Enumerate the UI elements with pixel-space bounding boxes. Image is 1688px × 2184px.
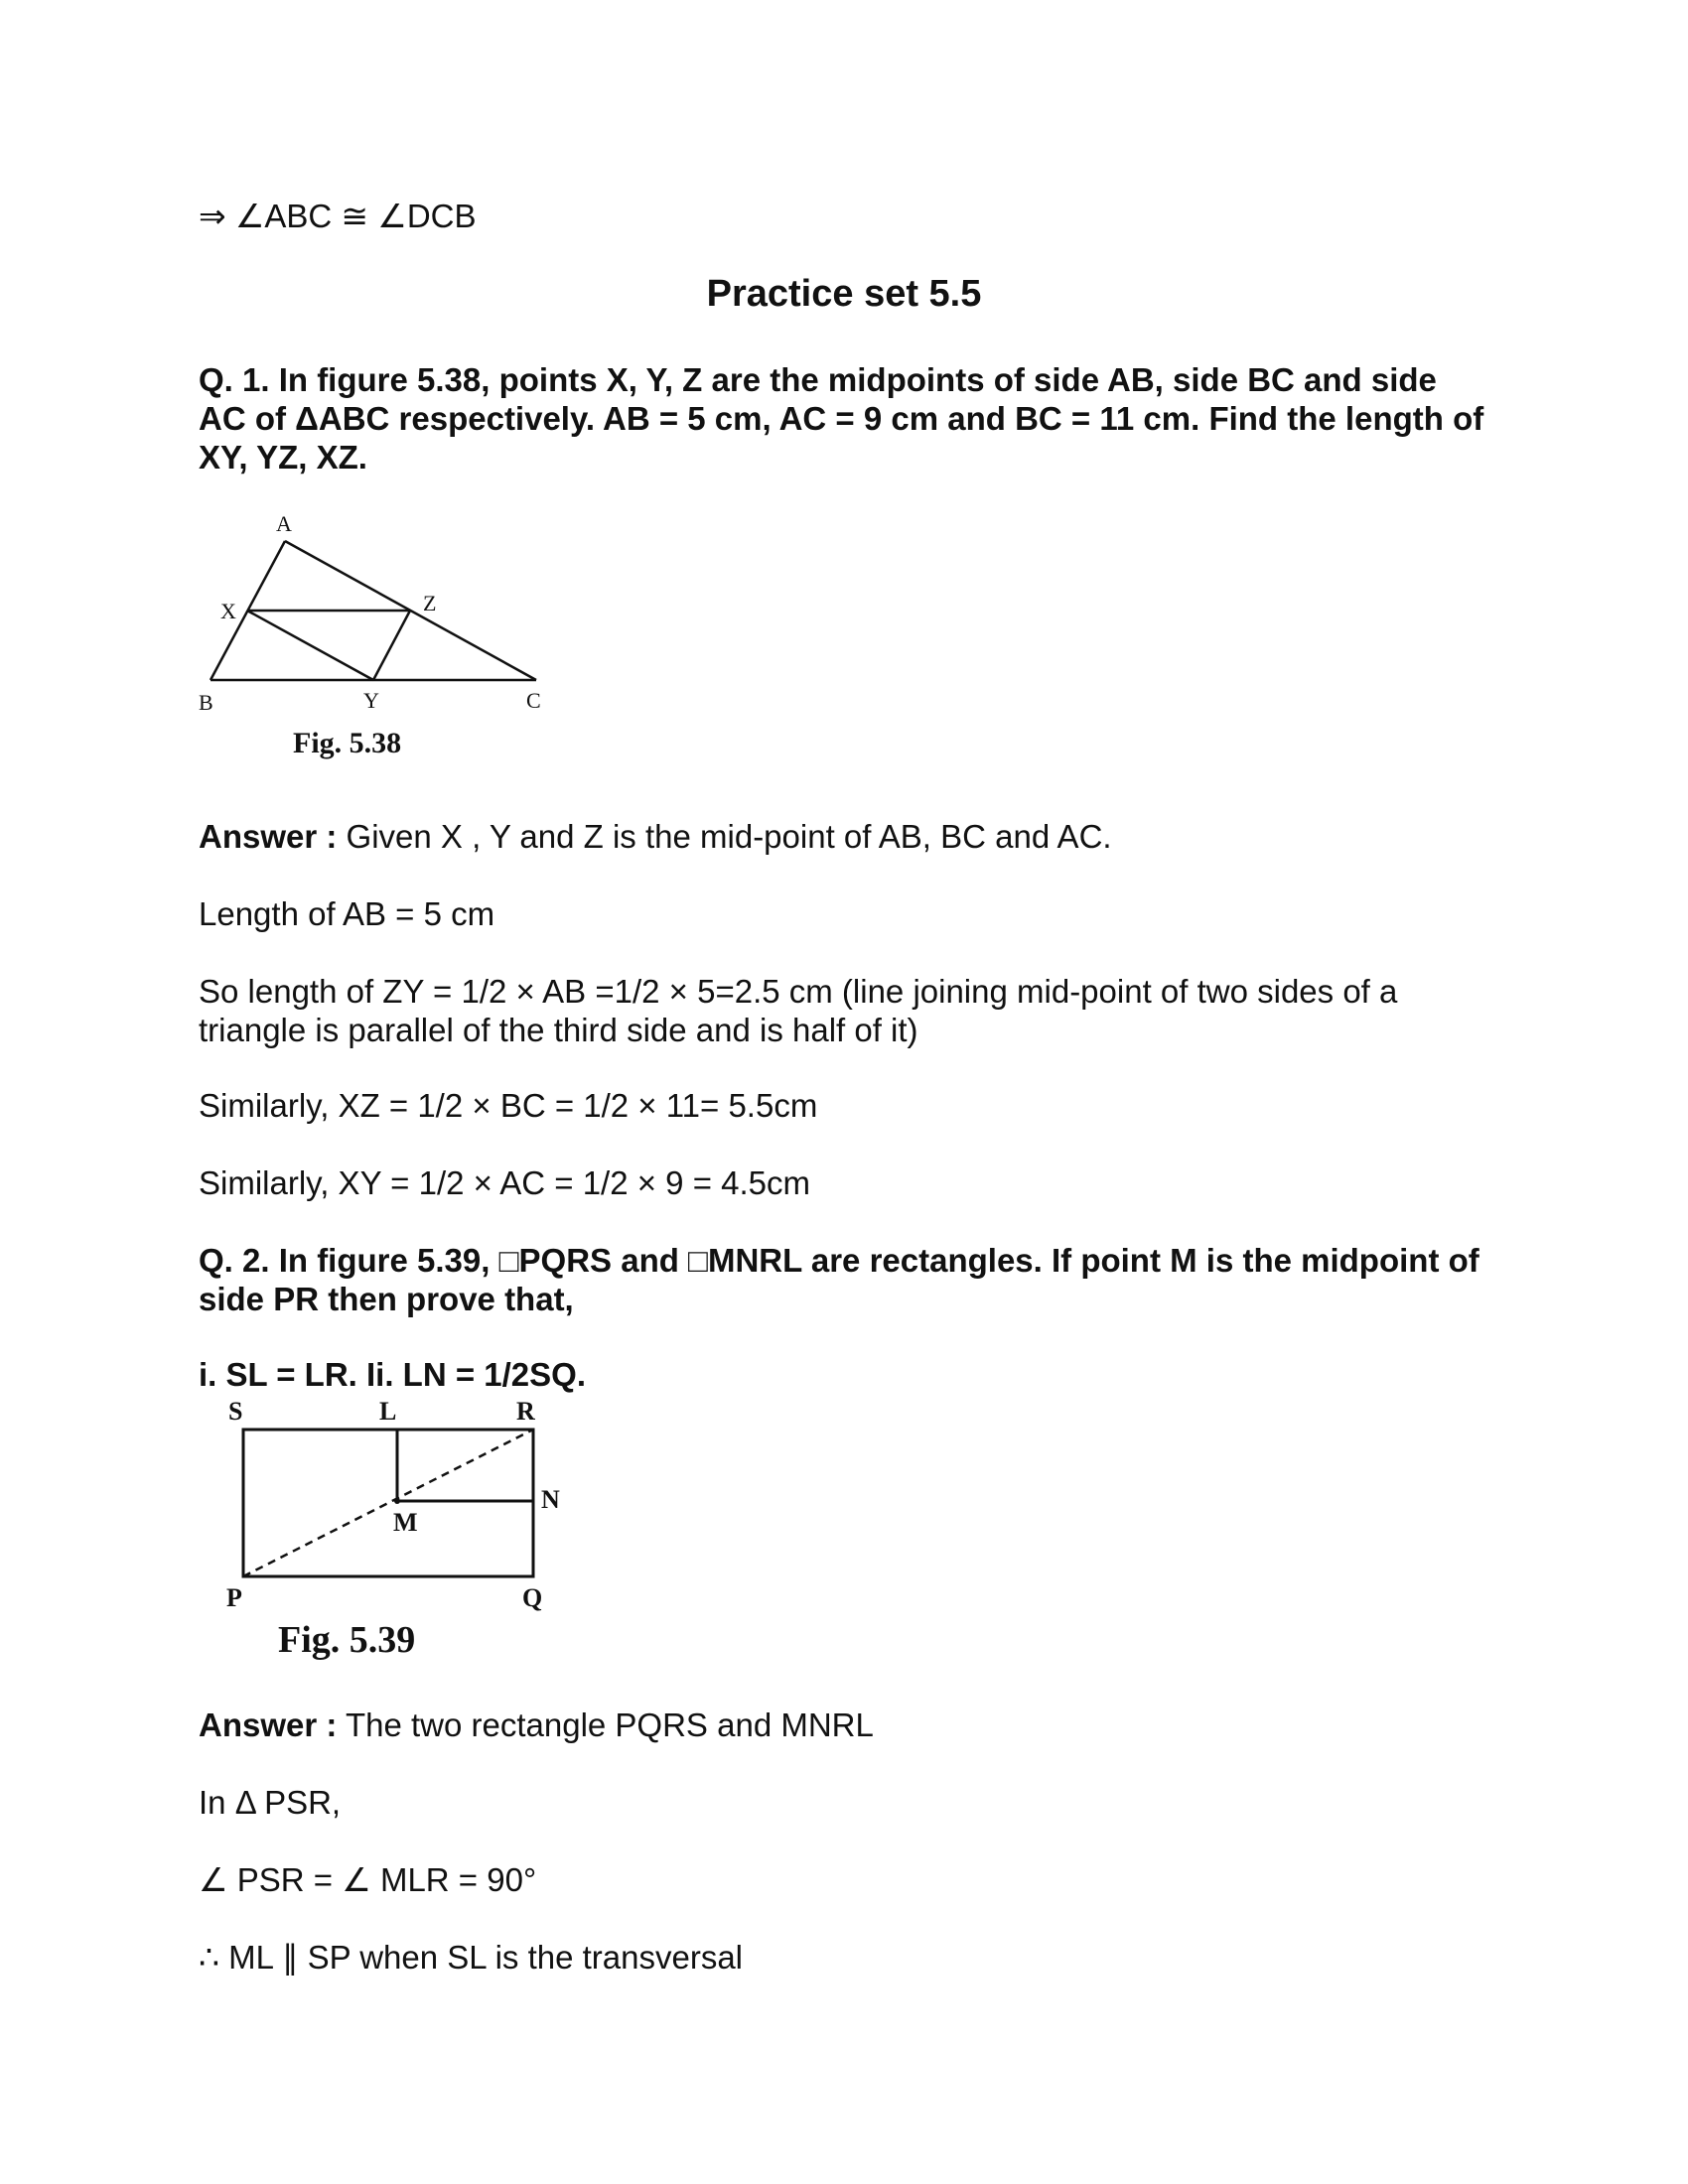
label-r: R bbox=[516, 1397, 535, 1426]
segment-xy bbox=[247, 611, 373, 680]
label-p: P bbox=[226, 1583, 242, 1612]
question-2-subparts: i. SL = LR. Ii. LN = 1/2SQ. bbox=[199, 1356, 587, 1393]
answer-2 bbox=[199, 1706, 1489, 1744]
answer-2-line-1: In Δ PSR, bbox=[199, 1784, 342, 1821]
answer-2-line-3: ∴ ML ∥ SP when SL is the transversal bbox=[199, 1939, 744, 1976]
label-m: M bbox=[393, 1508, 418, 1537]
figure-caption-5-38: Fig. 5.38 bbox=[293, 727, 402, 759]
answer-1-text: Given X , Y and Z is the mid-point of AB, BC and AC. bbox=[337, 818, 1112, 855]
point-m bbox=[394, 1498, 400, 1504]
intro-line: ⇒ ∠ABC ≅ ∠DCB bbox=[199, 198, 477, 234]
label-a: A bbox=[276, 511, 292, 536]
figure-caption-5-39: Fig. 5.39 bbox=[278, 1619, 416, 1661]
label-q: Q bbox=[522, 1583, 543, 1612]
answer-1-line-4: Similarly, XY = 1/2 × AC = 1/2 × 9 = 4.5cm bbox=[199, 1164, 811, 1201]
answer-2-line-2: ∠ PSR = ∠ MLR = 90° bbox=[199, 1861, 537, 1898]
answer-1-label: Answer : bbox=[199, 818, 338, 855]
label-l: L bbox=[379, 1397, 397, 1426]
answer-2-label: Answer : bbox=[199, 1706, 338, 1743]
answer-1 bbox=[199, 817, 1489, 856]
figure-5-38 bbox=[199, 511, 596, 774]
figure-5-39 bbox=[199, 1390, 596, 1683]
answer-1-line-3: Similarly, XZ = 1/2 × BC = 1/2 × 11= 5.5cm bbox=[199, 1087, 818, 1124]
label-x: X bbox=[220, 599, 236, 623]
label-y: Y bbox=[363, 688, 379, 713]
answer-2-text: The two rectangle PQRS and MNRL bbox=[337, 1706, 874, 1743]
label-b: B bbox=[199, 690, 213, 715]
segment-yz bbox=[373, 611, 410, 680]
label-n: N bbox=[541, 1485, 560, 1514]
question-2: Q. 2. In figure 5.39, □PQRS and □MNRL are rectangles. If point M is the midpoint of side PR then prove that, bbox=[199, 1242, 1479, 1317]
question-1: Q. 1. In figure 5.38, points X, Y, Z are the midpoints of side AB, side BC and side AC of ΔABC respectively. AB = 5 cm, AC = 9 cm and BC = 11 cm. Find the length of XY, YZ, XZ. bbox=[199, 361, 1484, 476]
label-s: S bbox=[228, 1397, 243, 1426]
label-c: C bbox=[526, 688, 541, 713]
page-title: Practice set 5.5 bbox=[706, 273, 982, 315]
answer-1-line-1: Length of AB = 5 cm bbox=[199, 895, 495, 932]
diagonal-pr bbox=[243, 1430, 533, 1576]
answer-1-line-2: So length of ZY = 1/2 × AB =1/2 × 5=2.5 cm (line joining mid-point of two sides of a triangle is parallel of the third side and is half of it) bbox=[199, 973, 1398, 1048]
label-z: Z bbox=[423, 591, 437, 615]
